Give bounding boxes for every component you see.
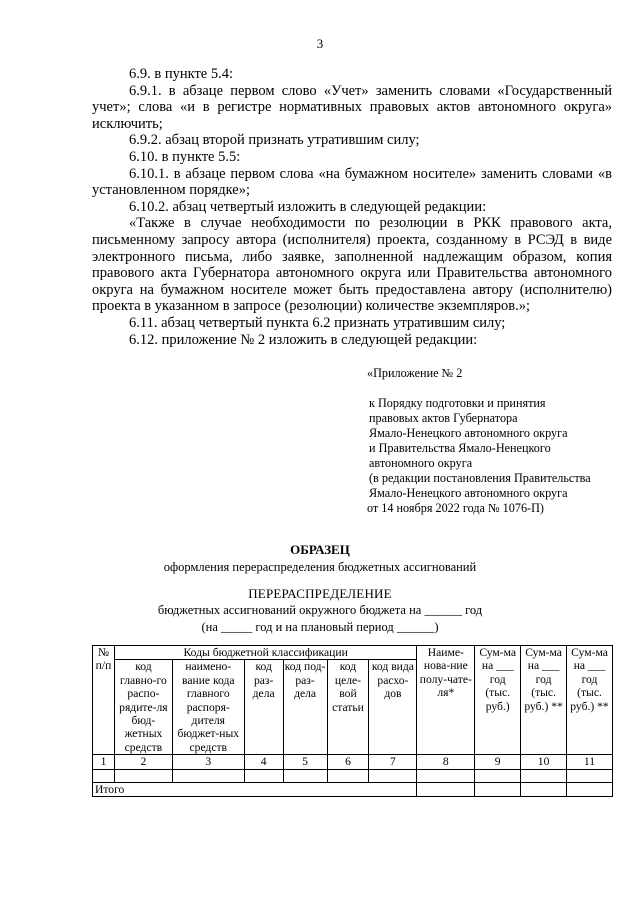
appendix-line: к Порядку подготовки и принятия (369, 396, 546, 410)
header-sum-3: Сум-ма на ___ год (тыс. руб.) ** (567, 646, 613, 755)
column-number: 5 (283, 755, 327, 769)
appendix-header: «Приложение № 2 (367, 366, 463, 380)
appendix-line: правовых актов Губернатора (369, 411, 518, 425)
paragraph: 6.12. приложение № 2 изложить в следующей редакции: (129, 331, 478, 348)
redistribution-title: ПЕРЕРАСПРЕДЕЛЕНИЕ (248, 586, 392, 601)
header-subsection: код под-раз-дела (283, 660, 327, 755)
budget-table (92, 645, 613, 797)
appendix-line: и Правительства Ямало-Ненецкого (369, 441, 551, 455)
page-number: 3 (316, 36, 324, 51)
header-budget-codes: Коды бюджетной классификации (114, 646, 416, 660)
column-number: 11 (567, 755, 613, 769)
sample-title: ОБРАЗЕЦ (290, 542, 350, 557)
table-row (93, 769, 613, 782)
header-section: код раз-дела (244, 660, 283, 755)
redistribution-subtitle: бюджетных ассигнований окружного бюджета на ______ год (157, 603, 483, 617)
column-number: 10 (521, 755, 567, 769)
total-row (93, 782, 613, 796)
appendix-line: от 14 ноября 2022 года № 1076-П) (367, 501, 544, 515)
column-number: 3 (172, 755, 244, 769)
column-number: 8 (417, 755, 475, 769)
header-expense-type: код вида расхо-дов (369, 660, 417, 755)
header-target: код целе-вой статьи (327, 660, 369, 755)
appendix-reference (367, 366, 627, 516)
header-sum-2: Сум-ма на ___ год (тыс. руб.) ** (521, 646, 567, 755)
paragraph: 6.9. в пункте 5.4: (129, 66, 234, 82)
paragraph: 6.10. в пункте 5.5: (129, 148, 241, 165)
column-number: 4 (244, 755, 283, 769)
appendix-line: Ямало-Ненецкого автономного округа (369, 426, 568, 440)
appendix-line: Ямало-Ненецкого автономного округа (369, 486, 568, 500)
total-label: Итого (93, 782, 417, 796)
header-sum-1: Сум-ма на ___ год (тыс. руб.) (475, 646, 521, 755)
header-manager-name: наимено-вание кода главного распоря-дителя бюджет-ных средств (172, 660, 244, 755)
paragraph: 6.11. абзац четвертый пункта 6.2 признать утратившим силу; (129, 314, 506, 331)
column-number-row (93, 755, 613, 769)
header-recipient: Наиме-нова-ние полу-чате-ля* (417, 646, 475, 755)
column-number: 6 (327, 755, 369, 769)
column-number: 2 (114, 755, 172, 769)
paragraph: «Также в случае необходимости по резолюции в РКК правового акта, письменному запросу автора (исполнителя) проекта, созданному в РСЭД в виде электронного письма, либо заявке, заполненной надлежащим образом, копия правового акта Губернатора автономного округа или Правительства автономного округа на бумажном носителе может быть предоставлена автору (исполнителю) проекта в указанном в запросе (резолюции) количестве экземпляров.»; (92, 215, 612, 315)
appendix-line: (в редакции постановления Правительства (369, 471, 591, 485)
column-number: 9 (475, 755, 521, 769)
column-number: 7 (369, 755, 417, 769)
redistribution-period: (на _____ год и на плановый период ______) (201, 620, 439, 634)
paragraph: 6.10.2. абзац четвертый изложить в следующей редакции: (129, 198, 487, 215)
document-body (92, 66, 612, 348)
paragraph: 6.9.2. абзац второй признать утратившим силу; (129, 132, 420, 149)
appendix-line: автономного округа (369, 456, 473, 470)
column-number: 1 (93, 755, 115, 769)
paragraph: 6.10.1. в абзаце первом слова «на бумажном носителе» заменить словами «в установленном порядке»; (92, 165, 612, 199)
paragraph: 6.9.1. в абзаце первом слово «Учет» заменить словами «Государственный учет»; слова «и в регистре нормативных правовых актов автономного округа» исключить; (92, 82, 612, 132)
header-code-manager: код главно-го распо-рядите-ля бюд-жетных средств (114, 660, 172, 755)
header-number: № п/п (93, 646, 115, 755)
sample-subtitle: оформления перераспределения бюджетных ассигнований (163, 560, 477, 574)
